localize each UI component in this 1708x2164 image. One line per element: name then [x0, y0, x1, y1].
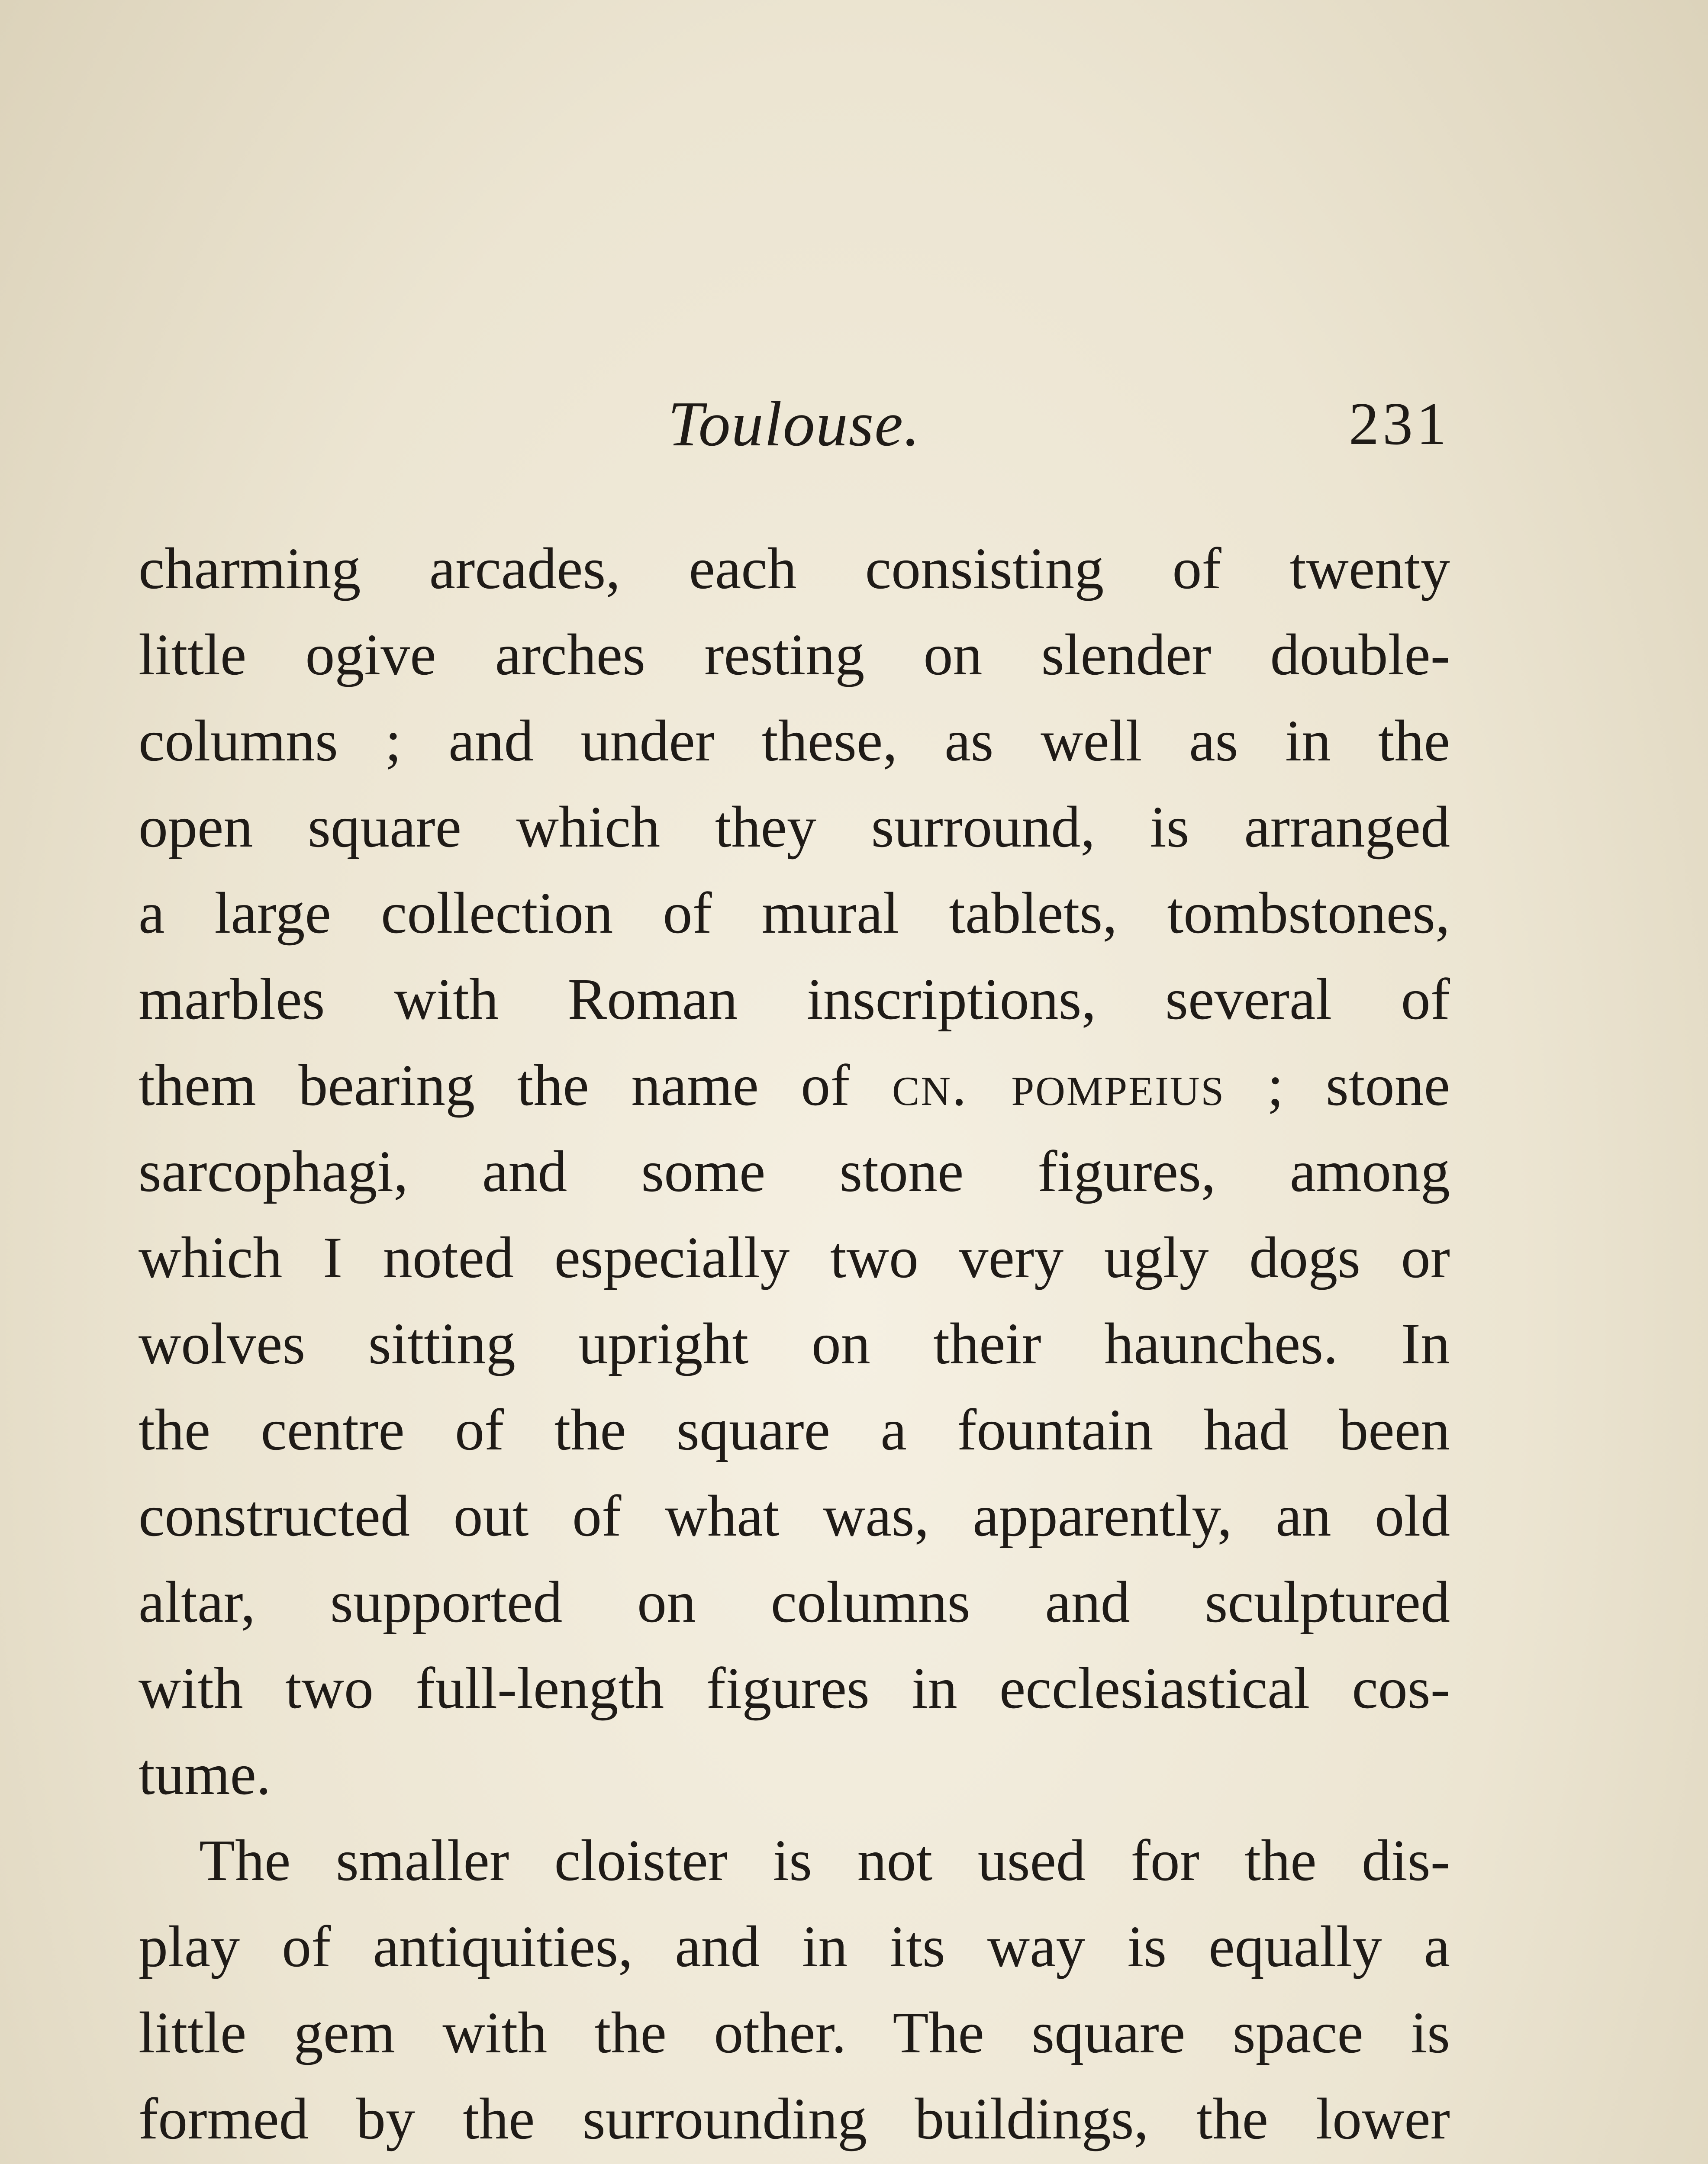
text-line: wolves sitting upright on their haunches. In [139, 1311, 1450, 1376]
text-line: play of antiquities, and in its way is equally a [139, 1914, 1450, 1979]
text-line: charming arcades, each consisting of twenty [139, 536, 1450, 601]
text-line: sarcophagi, and some stone figures, among [139, 1139, 1450, 1204]
text-line: little ogive arches resting on slender double- [139, 622, 1450, 687]
running-title: Toulouse. [667, 389, 921, 460]
text-line-pompeius [139, 1043, 1450, 1129]
text-line: formed by the surrounding buildings, the lower [139, 2087, 1450, 2151]
body-text [139, 526, 1450, 2164]
paragraph-start-line: The smaller cloister is not used for the dis- [199, 1828, 1450, 1893]
text-line: constructed out of what was, apparently, an old [139, 1484, 1450, 1549]
text-line: tume. [139, 1742, 271, 1807]
text-line: with two full-length figures in ecclesiastical cos- [139, 1656, 1450, 1721]
text-line: which I noted especially two very ugly dogs or [139, 1225, 1450, 1290]
text-segment: them bearing the name of [139, 1053, 892, 1118]
running-head [139, 381, 1450, 467]
small-caps-name: cn. pompeius [892, 1053, 1225, 1118]
text-line [139, 2162, 1450, 2164]
text-line: a large collection of mural tablets, tombstones, [139, 881, 1450, 946]
text-line: altar, supported on columns and sculptured [139, 1570, 1450, 1635]
text-line: the centre of the square a fountain had been [139, 1398, 1450, 1462]
text-line: marbles with Roman inscriptions, several of [139, 967, 1450, 1032]
text-line: open square which they surround, is arranged [139, 795, 1450, 860]
text-segment: ; stone [1225, 1053, 1450, 1118]
text-line: columns ; and under these, as well as in the [139, 708, 1450, 773]
text-line: little gem with the other. The square space is [139, 2000, 1450, 2065]
page-number: 231 [1349, 390, 1450, 457]
